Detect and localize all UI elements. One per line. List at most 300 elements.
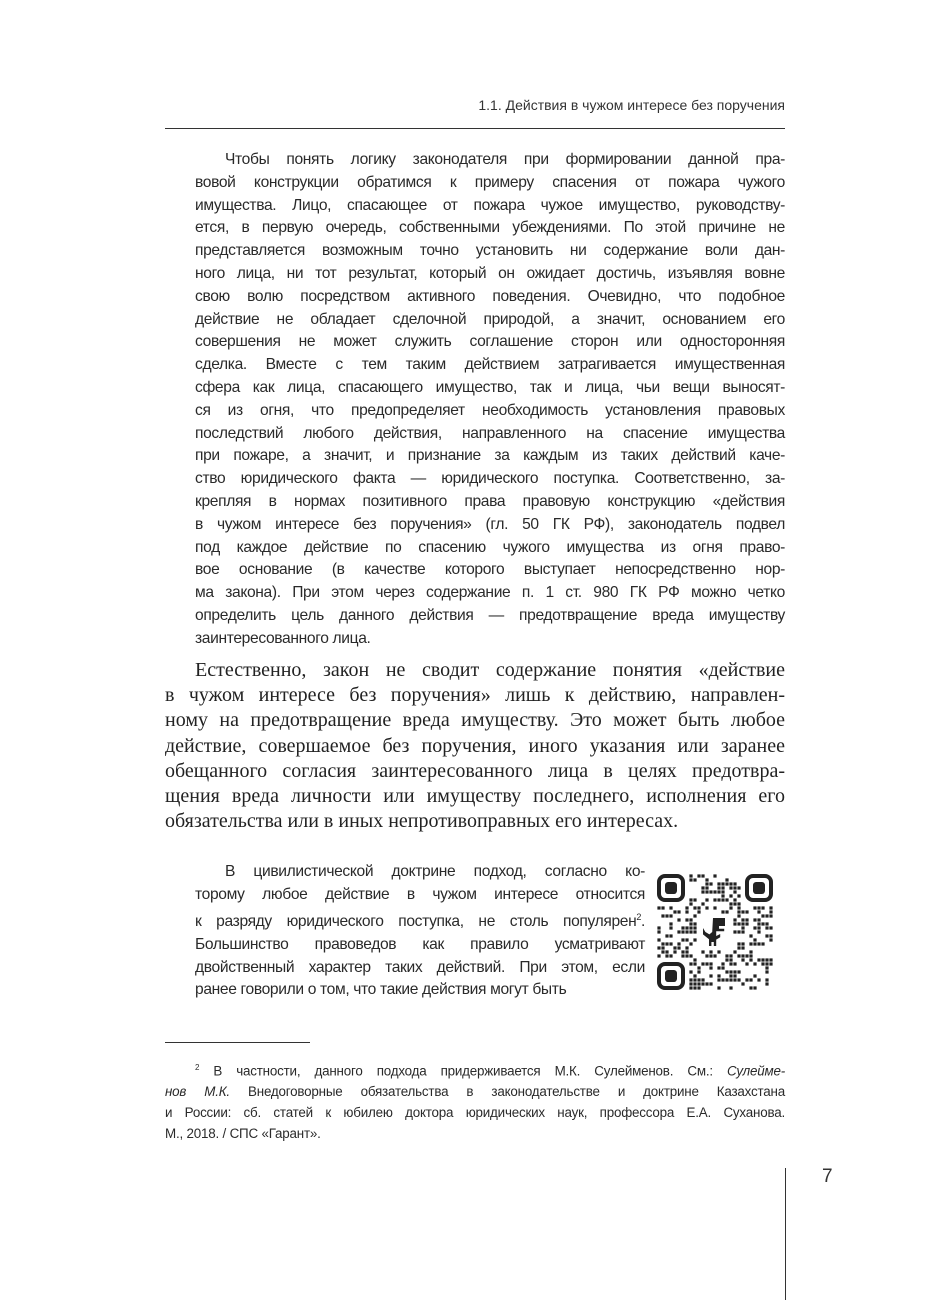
qr-module [753,962,756,965]
qr-module [669,914,672,917]
qr-module [721,978,724,981]
text-line: двойственный характер таких действий. При этом, если [195,958,645,976]
qr-module [665,950,668,953]
qr-module [729,954,732,957]
qr-module [741,910,744,913]
qr-module [753,918,756,921]
qr-module [665,954,668,957]
qr-module [669,954,672,957]
quote-block-doctrine [195,861,645,1002]
qr-module [689,942,692,945]
qr-module [737,954,740,957]
qr-module [765,926,768,929]
qr-module [709,982,712,985]
qr-module [725,978,728,981]
qr-module [729,970,732,973]
qr-module [717,882,720,885]
qr-module [741,946,744,949]
qr-module [673,946,676,949]
qr-module [729,886,732,889]
qr-module [681,930,684,933]
qr-module [757,906,760,909]
qr-module [745,962,748,965]
qr-module [721,886,724,889]
qr-module [677,942,680,945]
qr-module [705,882,708,885]
qr-module [749,950,752,953]
qr-module [733,886,736,889]
qr-module [745,918,748,921]
qr-module [701,962,704,965]
quote-block-example [195,149,785,651]
qr-module [729,962,732,965]
qr-module [765,914,768,917]
footnote [165,1057,785,1144]
qr-module [737,942,740,945]
text-line: ному на предотвращение вреда имуществу. Это может быть любое [165,709,785,732]
page-number-rule [785,1168,786,1300]
qr-module [765,958,768,961]
qr-module [757,930,760,933]
qr-module [697,970,700,973]
text-line: в чужом интересе без поручения» лишь к действию, направлен- [165,684,785,707]
text-line: щения вреда личности или имуществу последнего, исполнения его [165,785,785,808]
qr-module [765,978,768,981]
qr-module [693,982,696,985]
qr-module [669,934,672,937]
text-line: совершения не может служить соглашение сторон или односторонняя [195,333,785,351]
qr-module [697,986,700,989]
qr-module [733,902,736,905]
qr-module [733,890,736,893]
qr-module [701,874,704,877]
qr-module [769,938,772,941]
qr-module [737,930,740,933]
qr-module [665,914,668,917]
qr-module [685,954,688,957]
text-line: под каждое действие по спасению чужого имущества из огня право- [195,538,785,556]
qr-module [677,946,680,949]
qr-module [757,910,760,913]
qr-module [713,906,716,909]
qr-module [725,882,728,885]
qr-module [693,922,696,925]
text-line: торому любое действие в чужом интересе относится [195,885,645,903]
qr-module [693,986,696,989]
qr-module [741,982,744,985]
qr-module [697,874,700,877]
qr-module [729,902,732,905]
qr-module [753,906,756,909]
qr-module [721,898,724,901]
text-line: ся из огня, что предопределяет необходимость установления правовых [195,401,785,419]
qr-code[interactable] [657,874,773,990]
header-rule [165,128,785,129]
qr-module [701,982,704,985]
qr-module [725,958,728,961]
qr-module [769,914,772,917]
qr-module [761,914,764,917]
qr-module [685,926,688,929]
qr-module [697,978,700,981]
qr-module [733,922,736,925]
qr-module [757,926,760,929]
qr-module [729,906,732,909]
qr-module [733,950,736,953]
qr-module [757,958,760,961]
qr-module [697,910,700,913]
qr-module [665,934,668,937]
text-line: ство юридического факта — юридического поступка. Соответственно, за- [195,470,785,488]
qr-module [705,890,708,893]
qr-module [761,942,764,945]
qr-module [733,970,736,973]
text-line: представляется возможным точно установить ни содержание воли дан- [195,242,785,260]
qr-module [737,970,740,973]
qr-module [717,898,720,901]
qr-module [697,982,700,985]
qr-module [705,962,708,965]
footnote-number: 2 [195,1063,200,1072]
qr-module [689,922,692,925]
qr-module [721,890,724,893]
text-line: Естественно, закон не сводит содержание понятия «действие [195,659,785,681]
qr-module [757,942,760,945]
text-line: крепляя в нормах позитивного права правовую конструкцию «действия [195,492,785,510]
qr-module [725,878,728,881]
footnote-ref[interactable]: 2 [636,912,642,923]
qr-module [689,962,692,965]
qr-module [697,966,700,969]
qr-module [705,982,708,985]
qr-module [721,910,724,913]
qr-module [737,922,740,925]
qr-module [709,974,712,977]
qr-module [753,926,756,929]
qr-module [713,890,716,893]
qr-module [689,874,692,877]
qr-module [737,910,740,913]
qr-module [713,898,716,901]
qr-module [709,962,712,965]
qr-module [725,970,728,973]
qr-module [693,962,696,965]
qr-module [693,974,696,977]
qr-module [669,926,672,929]
qr-finder-center [753,882,765,894]
qr-module [689,878,692,881]
qr-module [673,910,676,913]
qr-module [749,986,752,989]
qr-module [753,974,756,977]
qr-module [769,910,772,913]
qr-module [729,894,732,897]
qr-module [673,950,676,953]
dino-icon [703,918,725,946]
footnote-author: Сулейме- [727,1063,785,1079]
text-line: обязательства или в иных непротивоправных его интересах. [165,810,679,833]
qr-module [661,950,664,953]
qr-module [705,898,708,901]
footnote-line [165,1057,785,1081]
text-line: свою волю посредством активного поведения. Очевидно, что подобное [195,287,785,305]
qr-module [717,886,720,889]
qr-module [689,898,692,901]
text-line: сфера как лица, спасающего имущество, так и лица, чьи вещи выносят- [195,378,785,396]
qr-module [677,918,680,921]
qr-module [757,922,760,925]
qr-module [757,918,760,921]
qr-module [697,906,700,909]
qr-module [737,946,740,949]
footnote-text: Внедоговорные обязательства в законодательстве и доктрине Казахстана [229,1084,785,1100]
text-line: последствий любого действия, направленного на спасение имущества [195,424,785,442]
text-line [195,906,645,934]
qr-module [729,986,732,989]
footnote-line [165,1081,785,1102]
qr-module [701,886,704,889]
qr-module [665,942,668,945]
qr-module [733,974,736,977]
text-line: в чужом интересе без поручения» (гл. 50 ГК РФ), законодатель подвел [195,515,785,533]
text-line: сделка. Вместе с тем таким действием затрагивается имущественная [195,356,785,374]
text-line: В цивилистической доктрине подход, согласно ко- [225,863,645,880]
text-line-content: к разряду юридического поступка, не столь популярен [195,913,637,931]
footnote-line: и России: сб. статей к юбилею доктора юридических наук, профессора Е.А. Суханова. [165,1105,785,1121]
qr-module [701,950,704,953]
qr-module [733,978,736,981]
qr-module [729,882,732,885]
qr-finder-center [665,882,677,894]
qr-module [745,954,748,957]
qr-module [689,978,692,981]
qr-module [765,966,768,969]
qr-module [749,934,752,937]
text-line: обещанного согласия заинтересованного лица в целях предотвра- [165,759,785,782]
qr-module [689,930,692,933]
qr-module [685,910,688,913]
qr-module [769,926,772,929]
qr-module [737,914,740,917]
qr-module [685,950,688,953]
qr-module [741,918,744,921]
qr-module [717,978,720,981]
qr-module [689,982,692,985]
qr-module [761,958,764,961]
qr-module [709,882,712,885]
qr-module [737,894,740,897]
qr-module [681,950,684,953]
qr-module [757,978,760,981]
footnote-rule [165,1042,310,1043]
qr-module [717,890,720,893]
qr-module [769,934,772,937]
qr-module [693,930,696,933]
qr-module [717,950,720,953]
qr-module [681,938,684,941]
qr-module [657,926,660,929]
text-line: вое основание (в качестве которого выступает непосредственно нор- [195,561,785,579]
qr-module [685,946,688,949]
qr-module [669,942,672,945]
qr-module [693,878,696,881]
qr-module [657,954,660,957]
qr-module [677,930,680,933]
qr-module [733,918,736,921]
qr-module [765,922,768,925]
footnote-author: нов М.К. [165,1084,230,1100]
qr-module [721,894,724,897]
qr-module [729,974,732,977]
qr-module [693,914,696,917]
qr-module [661,906,664,909]
qr-finder-center [665,970,677,982]
qr-module [737,886,740,889]
qr-module [761,962,764,965]
qr-module [717,986,720,989]
footnote-line: М., 2018. / СПС «Гарант». [165,1126,321,1142]
qr-module [721,882,724,885]
text-line: Большинство правоведов как правило усматривают [195,935,645,953]
qr-module [685,930,688,933]
qr-module [725,954,728,957]
qr-module [745,910,748,913]
qr-module [657,946,660,949]
qr-module [681,954,684,957]
qr-module [765,970,768,973]
text-line: заинтересованного лица. [195,629,371,647]
qr-module [669,906,672,909]
qr-module [765,962,768,965]
qr-module [733,962,736,965]
qr-module [741,942,744,945]
qr-module [705,878,708,881]
qr-module [689,918,692,921]
qr-module [741,958,744,961]
qr-module [741,926,744,929]
qr-module [733,898,736,901]
qr-module [693,938,696,941]
qr-module [693,926,696,929]
qr-module [709,966,712,969]
qr-module [709,954,712,957]
text-line: имущества. Лицо, спасающее от пожара чужое имущество, руководству- [195,196,785,214]
text-line: действие, совершаемое без поручения, иного указания или заранее [165,734,785,757]
qr-module [717,966,720,969]
qr-module [753,942,756,945]
qr-module [685,918,688,921]
qr-module [761,922,764,925]
text-line: при пожаре, а значит, и признание за каждым из таких действий каче- [195,447,785,465]
qr-module [765,982,768,985]
qr-module [721,962,724,965]
qr-module [721,966,724,969]
qr-module [733,930,736,933]
qr-module [661,946,664,949]
main-paragraph [165,658,785,834]
running-header: 1.1. Действия в чужом интересе без поручения [478,97,785,113]
text-line: Чтобы понять логику законодателя при формировании данной пра- [225,151,785,168]
qr-module [657,906,660,909]
qr-module [685,938,688,941]
qr-module [677,910,680,913]
qr-module [741,954,744,957]
qr-module [701,902,704,905]
qr-module [741,930,744,933]
text-line: ранее говорили о том, что такие действия могут быть [195,981,567,999]
qr-module [709,890,712,893]
qr-module [745,978,748,981]
qr-module [713,954,716,957]
text-line: действие не обладает сделочной природой, а значит, основанием его [195,310,785,328]
qr-module [705,954,708,957]
text-line: вовой конструкции обратимся к примеру спасения от пожара чужого [195,173,785,191]
period: . [641,913,645,931]
qr-module [737,978,740,981]
qr-module [689,954,692,957]
qr-module [681,926,684,929]
qr-module [717,974,720,977]
qr-module [689,970,692,973]
qr-module [753,986,756,989]
qr-module [753,938,756,941]
qr-module [737,902,740,905]
qr-module [701,978,704,981]
qr-module [701,890,704,893]
qr-module [749,954,752,957]
qr-module [741,922,744,925]
qr-module [765,934,768,937]
text-line: ного лица, ни тот результат, который он ожидает достичь, изъявляя вовне [195,264,785,282]
qr-module [689,926,692,929]
qr-module [745,922,748,925]
qr-module [689,986,692,989]
qr-module [749,942,752,945]
qr-module [661,914,664,917]
text-line: ется, в первую очередь, собственными убеждениями. По этой причине не [195,219,785,237]
qr-module [749,958,752,961]
qr-module [693,906,696,909]
qr-module [705,906,708,909]
footnote-text: В частности, данного подхода придерживается М.К. Сулейменов. См.: [199,1063,727,1079]
qr-module [693,898,696,901]
qr-module [729,978,732,981]
qr-module [657,938,660,941]
qr-module [761,906,764,909]
qr-module [705,886,708,889]
qr-module [733,882,736,885]
qr-module [725,910,728,913]
text-line: определить цель данного действия — предотвращение вреда имуществу [195,606,785,624]
qr-module [769,958,772,961]
page-number: 7 [822,1166,833,1187]
qr-module [709,950,712,953]
text-line: ма закона). При этом через содержание п. 1 ст. 980 ГК РФ можно четко [195,584,785,602]
qr-module [689,902,692,905]
qr-module [661,942,664,945]
qr-module [693,958,696,961]
qr-module [749,978,752,981]
qr-module [713,874,716,877]
qr-module [669,922,672,925]
qr-module [685,906,688,909]
qr-module [769,962,772,965]
qr-module [657,930,660,933]
qr-module [729,958,732,961]
qr-module [769,906,772,909]
qr-module [737,906,740,909]
qr-module [725,898,728,901]
